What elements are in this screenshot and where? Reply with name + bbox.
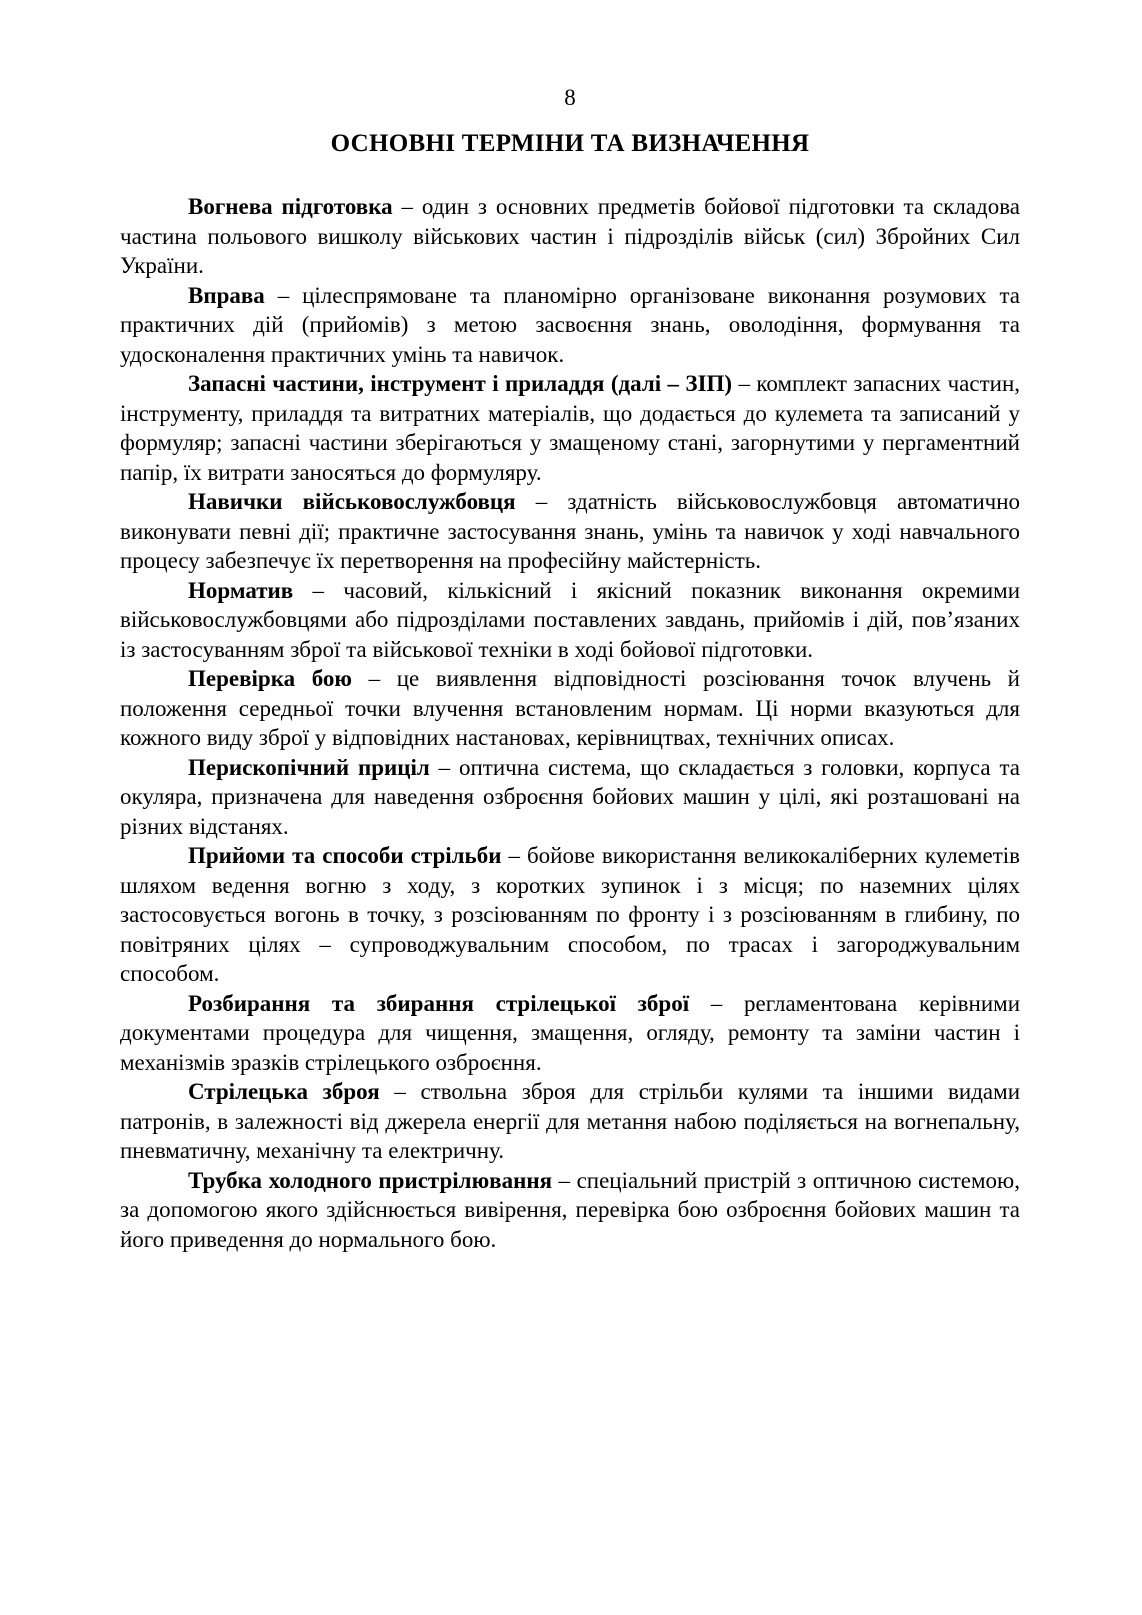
definition-paragraph [120,664,1020,753]
term-label: Норматив [188,577,294,603]
definition-text: – комплект запасних частин, інструменту, приладдя та витратних матеріалів, що додається до кулемета та записаний у формуляр; запасні частини зберігаються у змащеному стані, загорнутими у пергаментний папір, їх витрати заносяться до формуляру. [120,371,1020,485]
definition-paragraph [120,753,1020,842]
term-label: Перевірка бою [188,666,352,691]
term-label: Запасні частини, інструмент і приладдя (далі – ЗІП) [188,371,733,396]
term-label: Прийоми та способи стрільби [188,843,502,868]
term-label: Навички військовослужбовця [188,489,516,514]
definition-text: – здатність військовослужбовця автоматично виконувати певні дії; практичне застосування знань, умінь та навичок у ході навчального процесу забезпечує їх перетворення на професійну майстерність. [120,489,1020,573]
term-label: Вогнева підготовка [188,194,393,219]
term-label: Трубка холодного пристрілювання [188,1167,553,1193]
definition-paragraph [120,1166,1020,1255]
term-label: Стрілецька зброя [188,1079,380,1104]
definition-paragraph [120,192,1020,281]
definition-paragraph [120,989,1020,1078]
definition-text: – регламентована керівними документами процедура для чищення, змащення, огляду, ремонту та заміни частин і механізмів зразків стрілецького озброєння. [120,990,1020,1075]
definition-text: – часовий, кількісний і якісний показник виконання окремими військовослужбовцями або підрозділами поставлених завдань, прийомів і дій, пов’язаних із застосуванням зброї та військової техніки в ході бойової підготовки. [120,577,1020,662]
page-number: 8 [564,85,576,110]
definitions-list [120,192,1020,1254]
definition-paragraph [120,576,1020,665]
definition-text: – ствольна зброя для стрільби кулями та іншими видами патронів, в залежності від джерела енергії для метання набою поділяється на вогнепальну, пневматичну, механічну та електричну. [120,1079,1020,1163]
term-label: Перископічний приціл [188,754,430,780]
definition-text: – це виявлення відповідності розсіювання точок влучень й положення середньої точки влучення встановленим нормам. Ці норми вказуються для кожного виду зброї у відповідних настановах, керівництвах, технічних описах. [120,666,1020,750]
definition-text: – цілеспрямоване та планомірно організоване виконання розумових та практичних дій (прийомів) з метою засвоєння знань, оволодіння, формування та удосконалення практичних умінь та навичок. [120,282,1020,367]
definition-text: – бойове використання великокаліберних кулеметів шляхом ведення вогню з ходу, з коротких зупинок і з місця; по наземних цілях застосовується вогонь в точку, з розсіюванням по фронту і з розсіюванням в глибину, по повітряних цілях – супроводжувальним способом, по трасах і загороджувальним способом. [120,843,1020,986]
definition-paragraph [120,1077,1020,1166]
term-label: Розбирання та збирання стрілецької зброї [188,990,690,1016]
definition-text: – один з основних предметів бойової підготовки та складова частина польового вишколу військових частин і підрозділів військ (сил) Збройних Сил України. [120,194,1020,278]
definition-paragraph [120,841,1020,989]
page-title: ОСНОВНІ ТЕРМІНИ ТА ВИЗНАЧЕННЯ [330,130,810,157]
definition-text: – спеціальний пристрій з оптичною системою, за допомогою якого здійснюється вивірення, перевірка бою озброєння бойових машин та його приведення до нормального бою. [120,1167,1020,1252]
definition-paragraph [120,487,1020,576]
definition-paragraph [120,369,1020,487]
definition-paragraph [120,281,1020,370]
term-label: Вправа [188,282,265,308]
definition-text: – оптична система, що складається з головки, корпуса та окуляра, призначена для наведення озброєння бойових машин у цілі, які розташовані на різних відстанях. [120,754,1020,839]
